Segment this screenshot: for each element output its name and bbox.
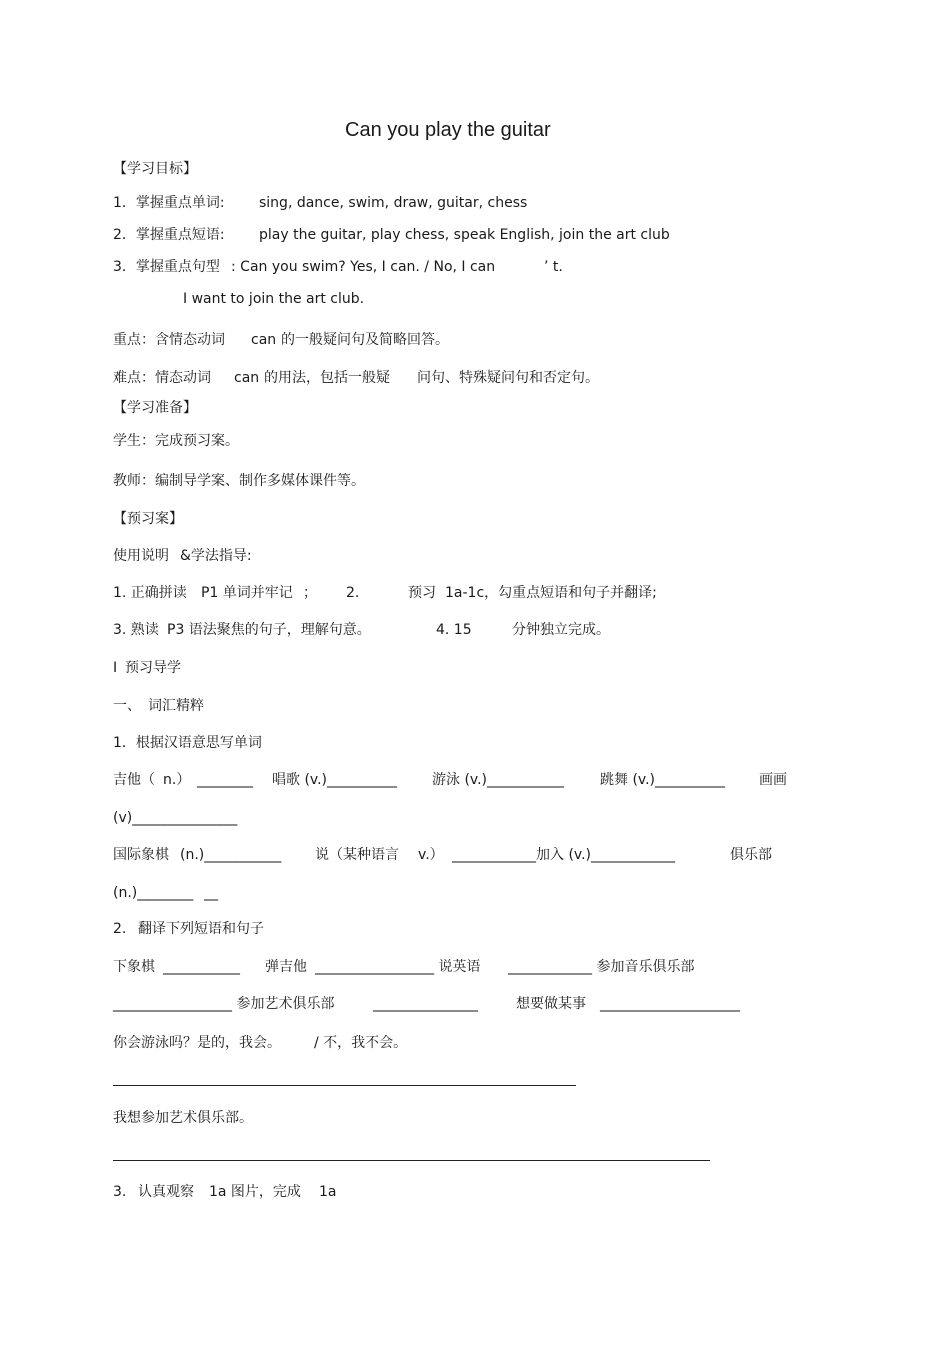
- q1-row1-e: 游泳 (v.)___________: [432, 772, 565, 788]
- preview-guide-b: &学法指导:: [180, 548, 252, 564]
- q2-answer-line-1[interactable]: [113, 1085, 576, 1086]
- q2-answer-line-2[interactable]: [113, 1160, 710, 1161]
- prep-teacher: 教师：编制导学案、制作多媒体课件等。: [113, 473, 365, 489]
- section-roman: Ⅰ: [113, 660, 118, 676]
- q2-row1-d: _________________ 说英语: [315, 959, 481, 975]
- goals-heading: 【学习目标】: [113, 161, 197, 177]
- q2-row2-a: _________________ 参加艺术俱乐部: [113, 996, 335, 1012]
- q3-ref-1: 1a 图片，完成: [209, 1184, 301, 1200]
- q2-row1-a: 下象棋: [113, 959, 155, 975]
- subsection-number: 一、: [113, 698, 141, 714]
- preview-step-2b: 预习: [408, 585, 436, 601]
- section-title: 预习导学: [125, 660, 181, 676]
- q1-row1-a: 吉他（: [113, 772, 155, 788]
- preview-step-4b: 分钟独立完成。: [512, 622, 610, 638]
- preview-step-2c: 1a-1c，勾重点短语和句子并翻译;: [445, 585, 657, 601]
- difficult-point-rest-1: 的用法，包括一般疑: [264, 370, 390, 386]
- goal-3-value: : Can you swim? Yes, I can. / No, I can: [231, 259, 496, 275]
- preview-heading: 【预习案】: [113, 511, 183, 527]
- goal-1-label: 1．掌握重点单词:: [113, 195, 225, 211]
- preview-step-3: 3. 熟读: [113, 622, 159, 638]
- preview-step-1: 1. 正确拼读: [113, 585, 187, 601]
- q2-sentence-1-b: / 不，我不会。: [314, 1035, 408, 1051]
- key-point-word: can: [251, 332, 277, 348]
- q1-row3-e: ____________加入 (v.)____________: [452, 847, 676, 863]
- q3-number: 3.: [113, 1184, 127, 1200]
- q1-row3-a: 国际象棋: [113, 847, 169, 863]
- q2-number: 2.: [113, 921, 127, 937]
- preview-step-3b: P3 语法聚焦的句子，理解句意。: [167, 622, 371, 638]
- q2-sentence-2: 我想参加艺术俱乐部。: [113, 1110, 253, 1126]
- goal-2-label: 2．掌握重点短语:: [113, 227, 225, 243]
- preview-step-2: 2.: [346, 585, 360, 601]
- q1-row1-d: 唱歌 (v.)__________: [272, 772, 398, 788]
- q1-row3-f: 俱乐部: [730, 847, 772, 863]
- q1-row3-d: v.）: [418, 847, 444, 863]
- q2-row1-b: ___________: [163, 959, 240, 975]
- preview-guide-a: 使用说明: [113, 548, 169, 564]
- q1-row1-f: 跳舞 (v.)__________: [600, 772, 726, 788]
- q2-heading: 翻译下列短语和句子: [138, 921, 264, 937]
- q2-row1-c: 弹吉他: [265, 959, 307, 975]
- q3-text: 认真观察: [138, 1184, 194, 1200]
- goal-3-label: 3．掌握重点句型: [113, 259, 220, 275]
- preview-step-1b: P1 单词并牢记: [201, 585, 293, 601]
- q1-row2: (v)_______________: [113, 810, 238, 826]
- difficult-point-rest-2: 问句、特殊疑问句和否定句。: [417, 370, 599, 386]
- prep-heading: 【学习准备】: [113, 400, 197, 416]
- preview-step-1c: ；: [303, 585, 317, 601]
- q1-row1-g: 画画: [759, 772, 787, 788]
- q1-row4-b: __: [204, 885, 218, 901]
- q2-row2-d: ____________________: [600, 996, 740, 1012]
- subsection-title: 词汇精粹: [148, 698, 204, 714]
- q1-row1-c: ________: [197, 772, 253, 788]
- goal-3-line2: I want to join the art club.: [183, 291, 365, 307]
- difficult-point-word: can: [234, 370, 260, 386]
- q2-sentence-1-a: 你会游泳吗？是的，我会。: [113, 1035, 281, 1051]
- goal-1-value: sing, dance, swim, draw, guitar, chess: [259, 195, 528, 211]
- q1-row3-c: 说（某种语言: [315, 847, 399, 863]
- key-point-rest: 的一般疑问句及简略回答。: [281, 332, 449, 348]
- goal-2-value: play the guitar, play chess, speak English, join the art club: [259, 227, 670, 243]
- q2-row2-c: 想要做某事: [516, 996, 586, 1012]
- q3-ref-2: 1a: [319, 1184, 337, 1200]
- q2-row1-e: ____________ 参加音乐俱乐部: [508, 959, 695, 975]
- q1-row1-b: n.）: [163, 772, 191, 788]
- q1-row4-a: (n.)________: [113, 885, 194, 901]
- page-title: Can you play the guitar: [345, 119, 551, 141]
- q1-row3-b: (n.)___________: [180, 847, 282, 863]
- key-point-label: 重点：含情态动词: [113, 332, 225, 348]
- prep-student: 学生：完成预习案。: [113, 433, 239, 449]
- q1-heading: 1．根据汉语意思写单词: [113, 735, 262, 751]
- difficult-point-label: 难点：情态动词: [113, 370, 211, 386]
- goal-3-end: ’ t.: [544, 259, 563, 275]
- q2-row2-b: _______________: [373, 996, 478, 1012]
- preview-step-4: 4. 15: [436, 622, 472, 638]
